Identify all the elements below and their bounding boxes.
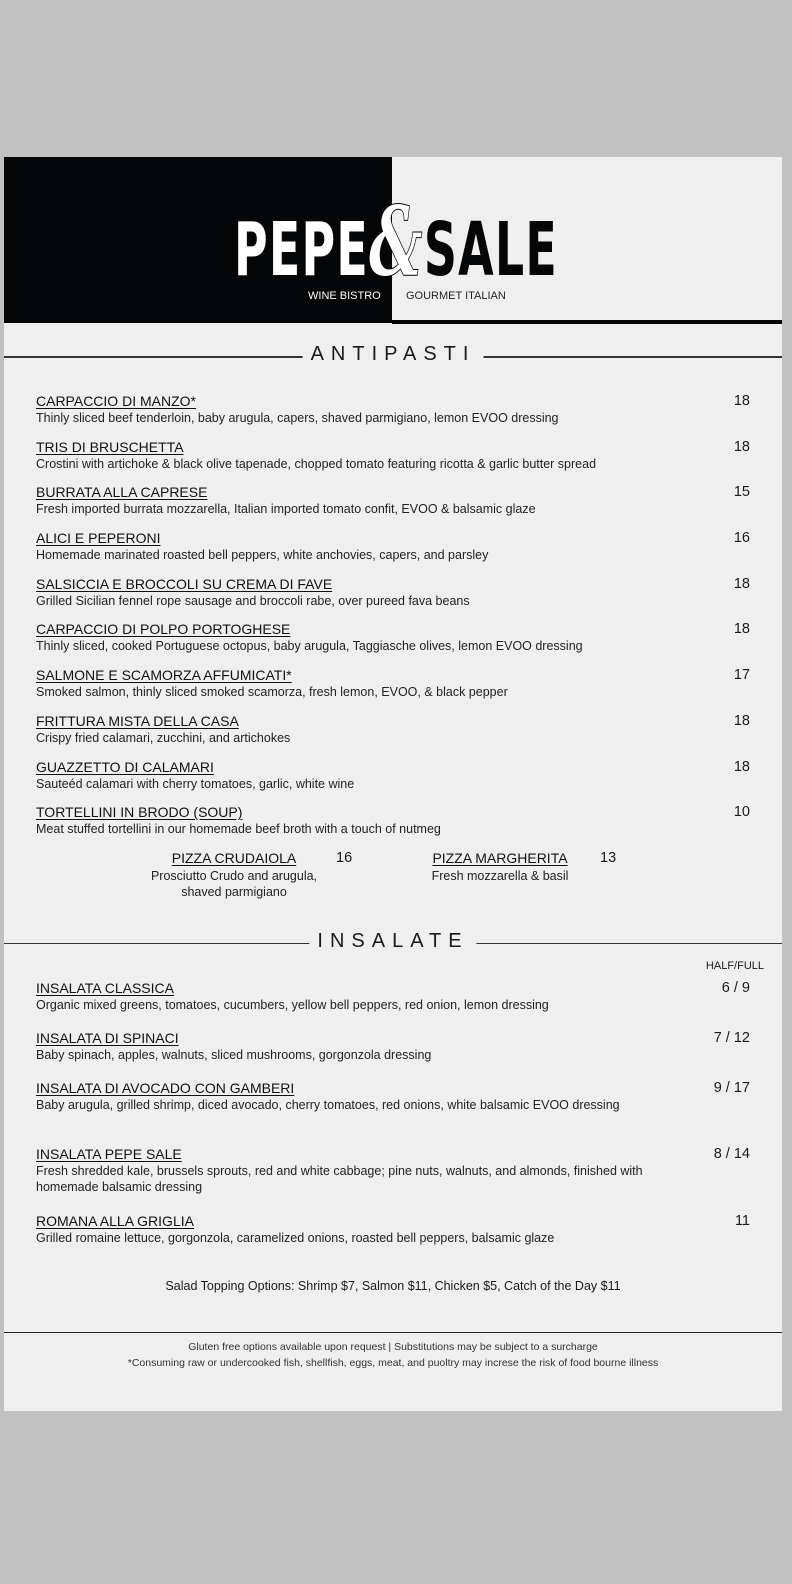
item-desc: Fresh imported burrata mozzarella, Italian imported tomato confit, EVOO & balsamic glaze	[36, 502, 536, 517]
item-name: INSALATA DI SPINACI	[36, 1029, 179, 1046]
item-desc: Homemade marinated roasted bell peppers, white anchovies, capers, and parsley	[36, 548, 489, 563]
antipasti-list	[4, 393, 782, 850]
logo-pepe: PEPE	[234, 207, 369, 293]
item-desc: Thinly sliced beef tenderloin, baby arugula, capers, shaved parmigiano, lemon EVOO dressing	[36, 411, 559, 425]
menu-item	[4, 804, 782, 850]
section-title: INSALATE	[309, 930, 476, 953]
item-name: CARPACCIO DI MANZO*	[36, 393, 196, 409]
item-name: ROMANA ALLA GRIGLIA	[36, 1212, 194, 1229]
item-name: TORTELLINI IN BRODO (SOUP)	[36, 804, 243, 821]
item-name: SALSICCIA E BROCCOLI SU CREMA DI FAVE	[36, 575, 333, 592]
item-price: 9 / 17	[713, 1079, 750, 1096]
footer-note: Gluten free options available upon request | Substitutions may be subject to a surcharge	[188, 1341, 598, 1353]
half-full-label: HALF/FULL	[705, 959, 764, 972]
section-title: ANTIPASTI	[303, 343, 484, 366]
item-desc: Fresh shredded kale, brussels sprouts, red and white cabbage; pine nuts, walnuts, and almonds, finished with homemade balsamic dressing	[36, 1163, 643, 1194]
item-price: 10	[733, 804, 750, 821]
item-name: FRITTURA MISTA DELLA CASA	[36, 712, 239, 729]
item-desc: Baby arugula, grilled shrimp, diced avocado, cherry tomatoes, red onions, white balsamic EVOO dressing	[36, 1097, 620, 1112]
menu-item	[4, 439, 782, 485]
item-name: INSALATA PEPE SALE	[36, 1145, 182, 1162]
menu-item	[4, 393, 782, 439]
menu-item	[4, 1213, 782, 1249]
item-name: TRIS DI BRUSCHETTA	[36, 438, 184, 455]
pizza-crudaiola	[136, 849, 353, 900]
item-name: ALICI E PEPERONI	[36, 530, 161, 547]
pizza-margherita	[418, 849, 617, 884]
item-price: 18	[733, 712, 750, 729]
item-name: INSALATA CLASSICA	[36, 979, 174, 996]
insalate-list	[4, 980, 782, 1249]
item-price: 15	[733, 484, 750, 501]
menu-item	[4, 576, 782, 622]
item-price: 8 / 14	[713, 1145, 750, 1162]
item-price: 18	[733, 393, 750, 409]
logo-sale: SALE	[423, 207, 558, 293]
item-price: 18	[733, 758, 750, 775]
item-name: BURRATA ALLA CAPRESE	[36, 484, 208, 501]
tagline-gourmet-italian: GOURMET ITALIAN	[406, 290, 506, 302]
item-desc: Crispy fried calamari, zucchini, and artichokes	[36, 730, 291, 745]
menu-page	[4, 157, 782, 1411]
antipasti-heading	[4, 339, 782, 373]
item-price: 16	[336, 849, 353, 866]
menu-item	[4, 759, 782, 805]
item-desc: Thinly sliced, cooked Portuguese octopus, baby arugula, Taggiasche olives, lemon EVOO dressing	[36, 639, 583, 654]
item-price: 18	[733, 621, 750, 638]
item-name: GUAZZETTO DI CALAMARI	[36, 758, 214, 775]
item-desc: Baby spinach, apples, walnuts, sliced mushrooms, gorgonzola dressing	[36, 1047, 432, 1062]
menu-item	[4, 1030, 782, 1080]
item-desc: Grilled Sicilian fennel rope sausage and broccoli rabe, over pureed fava beans	[36, 593, 470, 608]
item-name: INSALATA DI AVOCADO CON GAMBERI	[36, 1079, 295, 1096]
item-desc: Meat stuffed tortellini in our homemade beef broth with a touch of nutmeg	[36, 822, 441, 837]
item-price: 13	[600, 849, 617, 866]
item-desc: Fresh mozzarella & basil	[431, 868, 569, 883]
item-name: SALMONE E SCAMORZA AFFUMICATI*	[36, 667, 292, 684]
logo	[234, 185, 558, 298]
item-price: 18	[733, 575, 750, 592]
menu-item	[4, 713, 782, 759]
item-price: 11	[734, 1212, 750, 1229]
item-desc: Crostini with artichoke & black olive tapenade, chopped tomato featuring ricotta & garlic butter spread	[36, 456, 597, 471]
item-name: PIZZA CRUDAIOLA	[171, 849, 297, 866]
header-rule	[392, 320, 782, 324]
item-desc: Prosciutto Crudo and arugula,	[150, 868, 318, 883]
header	[4, 157, 782, 323]
menu-item	[4, 1080, 782, 1146]
item-price: 16	[733, 530, 750, 547]
item-desc: shaved parmigiano	[181, 884, 287, 899]
menu-item	[4, 667, 782, 713]
item-price: 7 / 12	[713, 1029, 750, 1046]
item-price: 18	[733, 438, 750, 455]
menu-item	[4, 1146, 782, 1213]
item-price: 17	[733, 667, 750, 684]
salad-toppings: Salad Topping Options: Shrimp $7, Salmon $11, Chicken $5, Catch of the Day $11	[165, 1278, 621, 1293]
logo-ampersand: &	[368, 185, 424, 298]
item-name: PIZZA MARGHERITA	[432, 849, 568, 866]
item-name: CARPACCIO DI POLPO PORTOGHESE	[36, 621, 291, 638]
item-desc: Grilled romaine lettuce, gorgonzola, caramelized onions, roasted bell peppers, balsamic glaze	[36, 1230, 555, 1245]
item-desc: Organic mixed greens, tomatoes, cucumbers, yellow bell peppers, red onion, lemon dressing	[36, 997, 549, 1012]
tagline-wine-bistro: WINE BISTRO	[308, 290, 381, 302]
item-price: 6 / 9	[721, 979, 750, 996]
menu-item	[4, 530, 782, 576]
item-desc: Sauteéd calamari with cherry tomatoes, garlic, white wine	[36, 776, 355, 791]
menu-item	[4, 621, 782, 667]
footer-warning: *Consuming raw or undercooked fish, shellfish, eggs, meat, and puoltry may increse the risk of food bourne illness	[127, 1357, 659, 1369]
insalate-heading	[4, 926, 782, 960]
item-desc: Smoked salmon, thinly sliced smoked scamorza, fresh lemon, EVOO, & black pepper	[36, 685, 508, 700]
menu-item	[4, 980, 782, 1030]
menu-item	[4, 484, 782, 530]
footer	[4, 1332, 782, 1371]
pizza-row	[4, 850, 782, 912]
